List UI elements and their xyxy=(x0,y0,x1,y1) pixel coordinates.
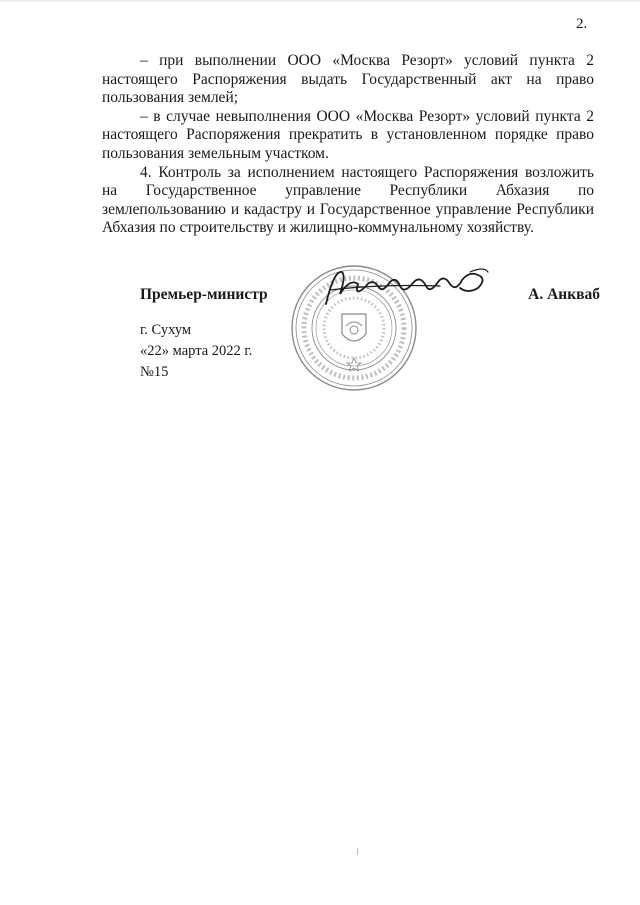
signature-block xyxy=(140,282,600,402)
paragraph-issue-act: – при выполнении ООО «Москва Резорт» условий пункта 2 настоящего Распоряжения выдать Государственный акт на право пользования землей; xyxy=(102,52,594,107)
document-body xyxy=(102,52,594,238)
scan-artifact xyxy=(357,848,358,855)
page-number: 2. xyxy=(576,16,588,32)
order-number: №15 xyxy=(140,364,169,380)
paragraph-terminate-right: – в случае невыполнения ООО «Москва Резорт» условий пункта 2 настоящего Распоряжения прекратить в установленном порядке право пользования земельным участком. xyxy=(102,107,594,162)
signer-title: Премьер-министр xyxy=(140,286,268,303)
signer-name: А. Анкваб xyxy=(528,286,600,303)
issue-city: г. Сухум xyxy=(140,322,192,338)
handwritten-signature xyxy=(320,264,490,310)
paragraph-control: 4. Контроль за исполнением настоящего Распоряжения возложить на Государственное управление Республики Абхазия по землепользованию и кадастру и Государственное управление Республики Абхазия по строительству и жилищно-коммунальному хозяйству. xyxy=(102,163,594,237)
scan-edge xyxy=(0,0,640,3)
issue-date: «22» марта 2022 г. xyxy=(140,343,253,359)
